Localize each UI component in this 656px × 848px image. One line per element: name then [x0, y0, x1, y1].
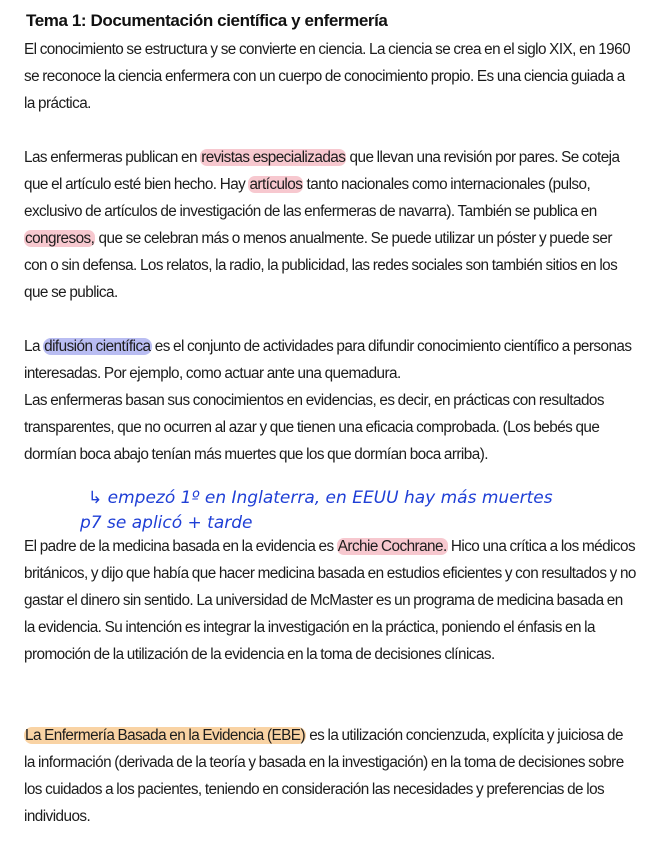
highlight-difusion-cientifica: difusión científica: [44, 338, 151, 355]
paragraph-text: El conocimiento se estructura y se convierte en ciencia. La ciencia se crea en el siglo XIX, en 1960 se reconoce la ciencia enfermera con un cuerpo de conocimiento propio. Es una ciencia guiada a la práctica.: [24, 41, 631, 112]
highlight-archie-cochrane: Archie Cochrane.: [337, 538, 447, 555]
highlight-ebe: La Enfermería Basada en la Evidencia (EBE): [25, 727, 306, 744]
paragraph-text: tanto nacionales como internacionales (pulso, exclusivo de artículos de investigación de las enfermeras de navarra). También se publica en: [24, 176, 597, 220]
paragraph-publications: [24, 144, 636, 306]
paragraph-text: Las enfermeras publican en: [24, 149, 201, 166]
paragraph-text: Hico una crítica a los médicos británicos, y dijo que había que hacer medicina basada en estudios eficientes y con resultados y no gastar el dinero sin sentido. La universidad de McMaster es un programa de medicina basada en la evidencia. Su intención es integrar la investigación en la práctica, poniendo el énfasis en la promoción de la utilización de la evidencia en la toma de decisiones clínicas.: [24, 538, 636, 663]
paragraph-text: La: [24, 338, 44, 355]
paragraph-text: El padre de la medicina basada en la evidencia es: [24, 538, 337, 555]
paragraph-difusion: [24, 333, 636, 468]
handwritten-line-1: ↳ empezó 1º en Inglaterra, en EEUU hay más muertes: [88, 488, 553, 508]
paragraph-text: es el conjunto de actividades para difundir conocimiento científico a personas interesadas. Por ejemplo, como actuar ante una quemadura.: [24, 338, 632, 382]
highlight-revistas: revistas especializadas: [201, 149, 346, 166]
highlight-articulos: artículos: [249, 176, 303, 193]
paragraph-text: es la utilización concienzuda, explícita y juiciosa de la información (derivada de la teoría y basada en la investigación) en la toma de decisiones sobre los cuidados a los pacientes, teniendo en consideración las necesidades y preferencias de los individuos.: [24, 727, 624, 825]
highlight-congresos: congresos,: [25, 230, 95, 247]
paragraph-intro: [24, 36, 636, 117]
paragraph-text: que se celebran más o menos anualmente. Se puede utilizar un póster y puede ser con o sin defensa. Los relatos, la radio, la publicidad, las redes sociales son también sitios en los que se publica.: [24, 230, 618, 301]
handwritten-line-2: p7 se aplicó + tarde: [80, 513, 253, 533]
paragraph-ebe: [24, 722, 636, 830]
paragraph-text: que llevan una revisión por pares. Se coteja que el artículo esté bien hecho. Hay: [24, 149, 620, 193]
paragraph-text: Las enfermeras basan sus conocimientos en evidencias, es decir, en prácticas con resultados transparentes, que no ocurren al azar y que tienen una eficacia comprobada. (Los bebés que dormían boca abajo tenían más muertes que los que dormían boca arriba).: [24, 392, 604, 463]
paragraph-cochrane: [24, 533, 636, 668]
page-title: Tema 1: Documentación científica y enfermería: [26, 11, 388, 30]
